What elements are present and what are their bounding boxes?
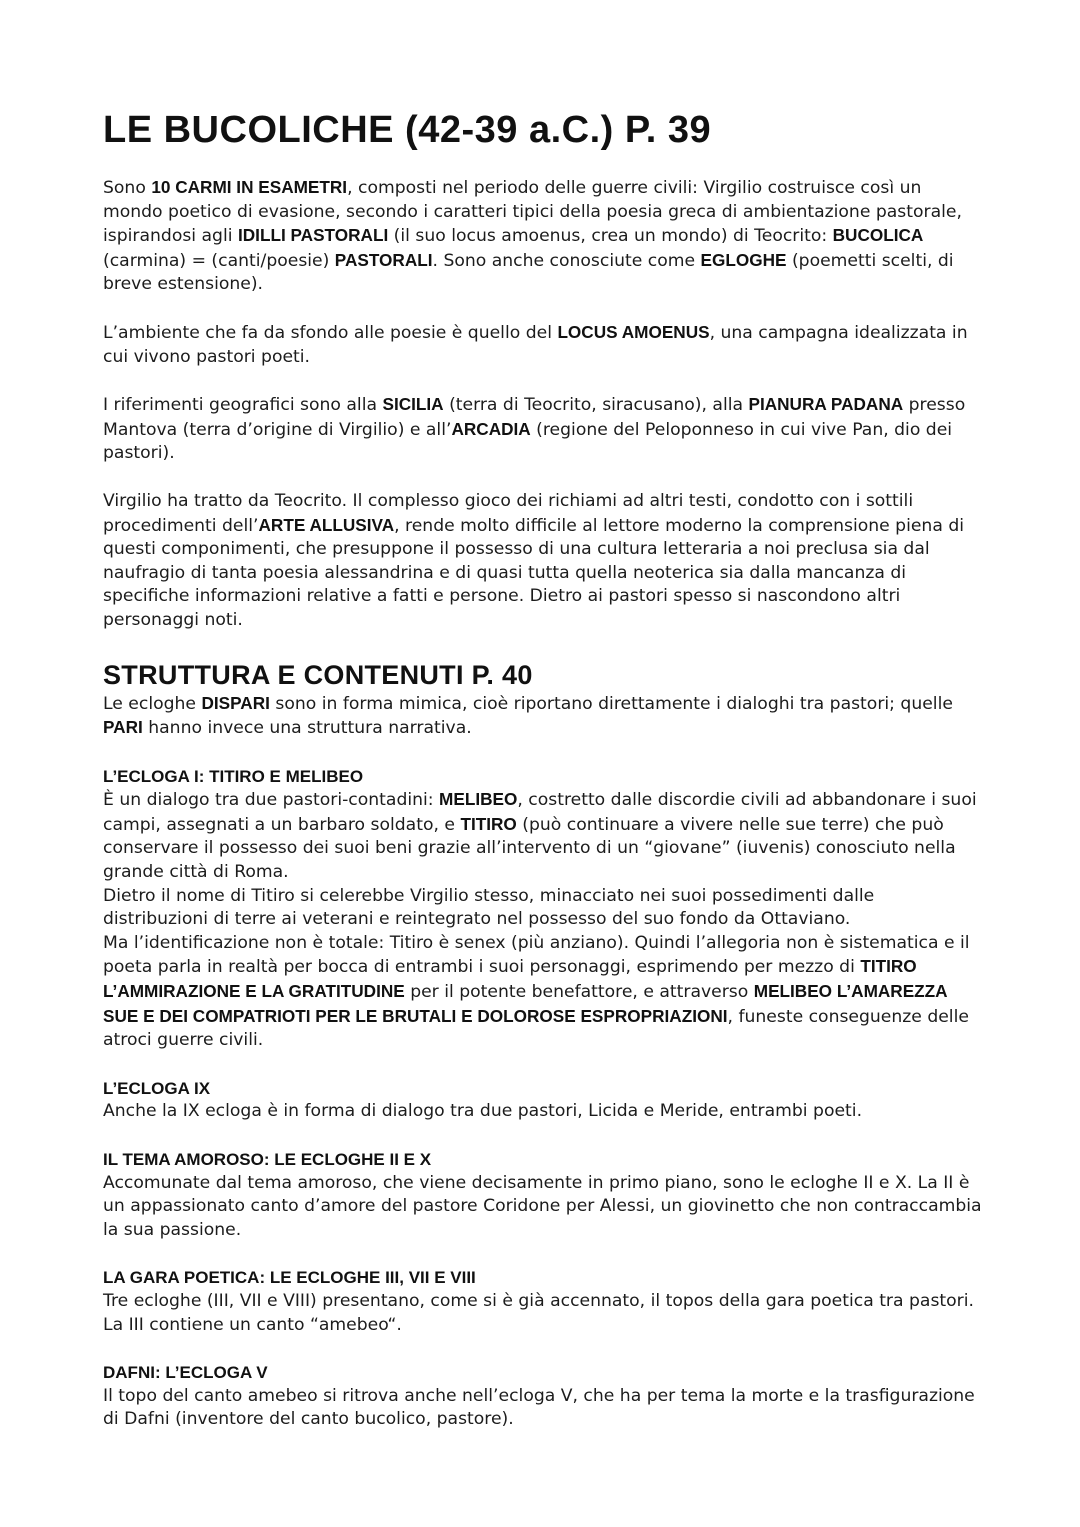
ecloga-9-paragraph: Anche la IX ecloga è in forma di dialogo tra due pastori, Licida e Meride, entrambi poeti. bbox=[103, 1101, 863, 1122]
dafni-paragraph: Il topo del canto amebeo si ritrova anche nell’ecloga V, che ha per tema la morte e la trasfigurazione di Dafni (inventore del canto bucolico, pastore). bbox=[103, 1385, 975, 1430]
bold-keyword: EGLOGHE bbox=[700, 249, 787, 270]
intro-paragraph-4: Virgilio ha tratto da Teocrito. Il complesso gioco dei richiami ad altri testi, condotto con i sottili procedimenti dell’ARTE ALLUSIVA, rende molto difficile al lettore moderno la comprensione piena di questi componimenti, che presuppone il possesso di una cultura letteraria a noi preclusa sia dal naufragio di tanta poesia alessandrina e di quasi tutta quella neoterica sia dalla mancanza di specifiche informazioni relative a fatti e persone. Dietro ai pastori spesso si nascondono altri personaggi noti. bbox=[103, 490, 965, 630]
page-title: LE BUCOLICHE (42-39 a.C.) P. 39 bbox=[103, 109, 712, 151]
bold-keyword: ARTE ALLUSIVA bbox=[258, 514, 395, 535]
intro-paragraph-2: L’ambiente che fa da sfondo alle poesie è quello del LOCUS AMOENUS, una campagna idealizzata in cui vivono pastori poeti. bbox=[103, 321, 968, 367]
intro-paragraph-3: I riferimenti geografici sono alla SICILIA (terra di Teocrito, siracusano), alla PIANURA PADANA presso Mantova (terra d’origine di Virgilio) e all’ARCADIA (regione del Peloponneso in cui vive Pan, dio dei pastori). bbox=[103, 394, 966, 464]
bold-keyword: ARCADIA bbox=[451, 418, 531, 439]
bold-keyword: SICILIA bbox=[382, 394, 444, 415]
bold-keyword: PASTORALI bbox=[334, 249, 433, 270]
bold-keyword: BUCOLICA bbox=[832, 225, 924, 246]
subheading-ecloga-9: L’ECLOGA IX bbox=[103, 1078, 211, 1098]
document-page bbox=[103, 100, 983, 1432]
bold-keyword: PIANURA PADANA bbox=[748, 394, 904, 415]
bold-keyword: DISPARI bbox=[201, 692, 270, 713]
ecloga-1-paragraph-1: È un dialogo tra due pastori-contadini: MELIBEO, costretto dalle discordie civili ad abbandonare i suoi campi, assegnati a un barbaro soldato, e TITIRO (può continuare a vivere nelle sue terre) che può conservare il possesso dei suoi beni grazie all’intervento di un “giovane” (iuvenis) conosciuto nella grande città di Roma. bbox=[103, 789, 977, 883]
bold-keyword: MELIBEO bbox=[439, 789, 518, 810]
gara-poetica-paragraph: Tre ecloghe (III, VII e VIII) presentano, come si è già accennato, il topos della gara poetica tra pastori. La III contiene un canto “amebeo“. bbox=[103, 1290, 974, 1335]
tema-amoroso-paragraph: Accomunate dal tema amoroso, che viene decisamente in primo piano, sono le ecloghe II e X. La II è un appassionato canto d’amore del pastore Coridone per Alessi, un giovinetto che non contraccambia la sua passione. bbox=[103, 1172, 982, 1240]
bold-keyword: IDILLI PASTORALI bbox=[237, 225, 389, 246]
subheading-tema-amoroso: IL TEMA AMOROSO: LE ECLOGHE II E X bbox=[103, 1150, 432, 1169]
bold-keyword: MELIBEO L’AMAREZZA SUE E DEI COMPATRIOTI PER LE BRUTALI E DOLOROSE ESPROPRIAZIONI bbox=[103, 981, 947, 1026]
subheading-gara-poetica: LA GARA POETICA: LE ECLOGHE III, VII E VIII bbox=[103, 1268, 476, 1288]
section-heading-struttura: STRUTTURA E CONTENUTI P. 40 bbox=[103, 659, 533, 690]
struttura-paragraph: Le ecloghe DISPARI sono in forma mimica, cioè riportano direttamente i dialoghi tra pastori; quelle PARI hanno invece una struttura narrativa. bbox=[103, 692, 953, 739]
ecloga-1-paragraph-3: Ma l’identificazione non è totale: Titiro è senex (più anziano). Quindi l’allegoria non è sistematica e il poeta parla in realtà per bocca di entrambi i suoi personaggi, esprimendo per mezzo di TITIRO L’AMMIRAZIONE E LA GRATITUDINE per il potente benefattore, e attraverso MELIBEO L’AMAREZZA SUE E DEI COMPATRIOTI PER LE BRUTALI E DOLOROSE ESPROPRIAZIONI, funeste conseguenze delle atroci guerre civili. bbox=[103, 932, 970, 1051]
ecloga-1-paragraph-2: Dietro il nome di Titiro si celerebbe Virgilio stesso, minacciato nei suoi possedimenti dalle distribuzioni di terre ai veterani e reintegrato nel possesso del suo fondo da Ottaviano. bbox=[103, 885, 875, 930]
bold-keyword: TITIRO L’AMMIRAZIONE E LA GRATITUDINE bbox=[103, 956, 917, 1002]
bold-keyword: TITIRO bbox=[460, 813, 517, 834]
bold-keyword: 10 CARMI IN ESAMETRI bbox=[151, 177, 348, 197]
subheading-ecloga-1: L’ECLOGA I: TITIRO E MELIBEO bbox=[103, 766, 364, 786]
intro-paragraph-1: Sono 10 CARMI IN ESAMETRI, composti nel periodo delle guerre civili: Virgilio costruisce così un mondo poetico di evasione, secondo i caratteri tipici della poesia greca di ambientazione pastorale, ispirandosi agli IDILLI PASTORALI (il suo locus amoenus, crea un mondo) di Teocrito: BUCOLICA (carmina) = (canti/poesie) PASTORALI. Sono anche conosciute come EGLOGHE (poemetti scelti, di breve estensione). bbox=[103, 177, 962, 295]
bold-keyword: PARI bbox=[103, 717, 143, 738]
subheading-dafni: DAFNI: L’ECLOGA V bbox=[103, 1363, 268, 1383]
bold-keyword: LOCUS AMOENUS bbox=[557, 321, 710, 342]
